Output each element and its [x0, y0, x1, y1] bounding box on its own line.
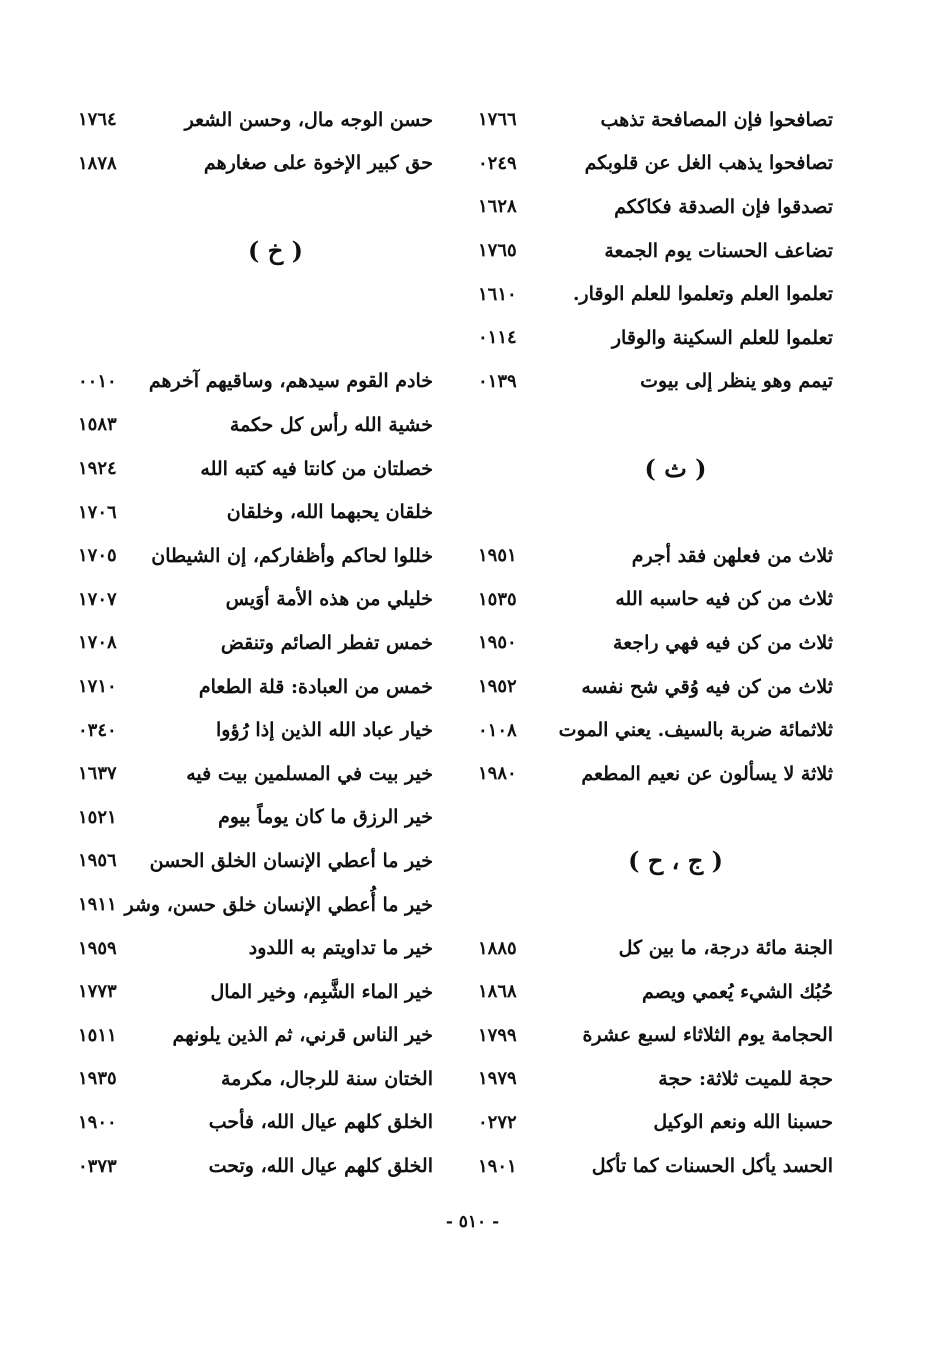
entry-text: خليلي من هذه الأمة أوَيس	[225, 588, 433, 611]
entry-number: ١٩٠١	[478, 1155, 517, 1177]
index-column-left	[78, 98, 433, 1188]
entries-group-jim-ha	[478, 926, 833, 1188]
entry-text: خير ما تداويتم به اللدود	[248, 937, 433, 960]
entry-number: ١٧٦٥	[478, 240, 517, 262]
index-entry	[78, 883, 433, 927]
entry-number: ١٩٥١	[478, 545, 517, 567]
entry-text: الخلق كلهم عيال الله، فأحب	[208, 1111, 433, 1134]
entry-number: ١٨٨٥	[478, 937, 517, 959]
index-entry	[478, 316, 833, 360]
index-entry	[78, 1013, 433, 1057]
entries-group-ha	[78, 98, 433, 185]
entry-number: ١٧٧٣	[78, 981, 117, 1003]
entry-text: خادم القوم سيدهم، وساقيهم آخرهم	[148, 370, 433, 393]
index-entry	[478, 970, 833, 1014]
index-entry	[78, 534, 433, 578]
index-entry	[478, 578, 833, 622]
entry-text: حسن الوجه مال، وحسن الشعر	[184, 108, 433, 131]
entry-number: ٠١١٤	[478, 327, 517, 349]
entries-group-kha	[78, 360, 433, 1188]
index-entry	[478, 621, 833, 665]
index-entry	[478, 360, 833, 404]
entry-number: ٠١٣٩	[478, 370, 517, 392]
index-entry	[78, 839, 433, 883]
entry-text: خير الرزق ما كان يوماً بيوم	[218, 806, 433, 829]
entry-number: ٠٣٧٣	[78, 1155, 117, 1177]
index-entry	[78, 142, 433, 186]
entry-number: ١٩٢٤	[78, 458, 117, 480]
entry-text: خير بيت في المسلمين بيت فيه	[186, 762, 433, 785]
entry-text: حق كبير الإخوة على صغارهم	[203, 152, 433, 175]
entry-text: الخلق كلهم عيال الله، وتحت	[208, 1155, 433, 1178]
entry-text: تعلموا للعلم السكينة والوقار	[611, 326, 833, 349]
entry-text: حُبُك الشيء يُعمي ويصم	[642, 980, 833, 1003]
page-number: - ٥١٠ -	[445, 1212, 500, 1232]
entry-text: ثلاثة لا يسألون عن نعيم المطعم	[581, 762, 833, 785]
entry-text: خير الماء الشَّبِم، وخير المال	[210, 980, 433, 1003]
entry-number: ١٩٥٢	[478, 676, 517, 698]
index-entry	[478, 229, 833, 273]
entry-text: حسبنا الله ونعم الوكيل	[653, 1111, 833, 1134]
index-entry	[78, 708, 433, 752]
entries-group-ta	[478, 98, 833, 403]
index-entry	[478, 1144, 833, 1188]
entry-number: ٠١٠٨	[478, 719, 517, 741]
index-column-right	[478, 98, 833, 1188]
entry-text: تصافحوا فإن المصافحة تذهب	[600, 108, 833, 131]
index-entry	[78, 490, 433, 534]
entry-number: ١٩٠٠	[78, 1111, 117, 1133]
entry-text: ثلاث من كن فيه حاسبه الله	[615, 588, 833, 611]
entry-text: تيمم وهو ينظر إلى بيوت	[640, 370, 833, 393]
entries-group-tha	[478, 534, 833, 796]
entry-text: الجنة مائة درجة، ما بين كل	[618, 937, 833, 960]
entry-number: ١٥٣٥	[478, 588, 517, 610]
index-entry	[78, 1101, 433, 1145]
entry-text: تعلموا العلم وتعلموا للعلم الوقار.	[572, 283, 833, 306]
entry-number: ١٦١٠	[478, 283, 517, 305]
index-entry	[78, 447, 433, 491]
entry-number: ١٦٣٧	[78, 763, 117, 785]
entry-number: ١٨٦٨	[478, 981, 517, 1003]
entry-number: ١٦٢٨	[478, 196, 517, 218]
section-heading-jim-ha: ( ج ، ح )	[628, 846, 723, 876]
entry-number: ١٩٣٥	[78, 1068, 117, 1090]
entry-number: ١٧٠٦	[78, 501, 117, 523]
index-entry	[478, 708, 833, 752]
entry-number: ١٩٧٩	[478, 1068, 517, 1090]
entry-number: ١٨٧٨	[78, 152, 117, 174]
entry-number: ١٧٦٦	[478, 109, 517, 131]
entry-text: حجة للميت ثلاثة: حجة	[658, 1067, 833, 1090]
entry-text: الحجامة يوم الثلاثاء لسبع عشرة	[582, 1024, 833, 1047]
index-entry	[78, 1144, 433, 1188]
index-entry	[478, 1057, 833, 1101]
entry-number: ١٧٠٧	[78, 588, 117, 610]
index-entry	[78, 360, 433, 404]
entry-text: خير الناس قرني، ثم الذين يلونهم	[172, 1024, 433, 1047]
index-entry	[78, 970, 433, 1014]
entry-number: ١٧١٠	[78, 676, 117, 698]
entry-number: ١٥٨٣	[78, 414, 117, 436]
entry-number: ١٩١١	[78, 894, 117, 915]
index-entry	[78, 665, 433, 709]
entry-text: خصلتان من كانتا فيه كتبه الله	[200, 457, 433, 480]
entry-number: ٠٢٧٢	[478, 1111, 517, 1133]
index-entry	[478, 1101, 833, 1145]
entry-text: خمس من العبادة: قلة الطعام	[198, 675, 433, 698]
index-entry	[478, 926, 833, 970]
entry-text: ثلاثمائة ضربة بالسيف. يعني الموت	[558, 719, 833, 742]
entry-text: تضاعف الحسنات يوم الجمعة	[604, 239, 833, 262]
index-entry	[78, 403, 433, 447]
index-entry	[78, 98, 433, 142]
section-heading-kha: ( خ )	[248, 236, 303, 266]
entry-text: خللوا لحاكم وأظفاركم، إن الشيطان	[151, 544, 433, 567]
entry-number: ١٩٥٠	[478, 632, 517, 654]
entry-text: ثلاث من فعلهن فقد أجرم	[631, 544, 833, 567]
entry-text: خشية الله رأس كل حكمة	[229, 413, 433, 436]
entry-number: ٠٢٤٩	[478, 152, 517, 174]
index-entry	[78, 621, 433, 665]
entry-text: خير ما أعطي الإنسان الخلق الحسن	[149, 849, 433, 872]
index-entry	[78, 752, 433, 796]
entry-text: الحسد يأكل الحسنات كما تأكل	[591, 1155, 833, 1178]
index-entry	[78, 796, 433, 840]
entry-text: الختان سنة للرجال، مكرمة	[220, 1067, 433, 1090]
entry-text: خيار عباد الله الذين إذا رُؤوا	[216, 719, 433, 742]
entry-number: ١٧٩٩	[478, 1024, 517, 1046]
section-heading-tha: ( ث )	[644, 454, 707, 484]
entry-text: تصافحوا يذهب الغل عن قلوبكم	[584, 152, 833, 175]
entry-number: ٠٠١٠	[78, 370, 117, 392]
entry-text: تصدقوا فإن الصدقة فكاككم	[614, 195, 833, 218]
index-entry	[478, 98, 833, 142]
index-entry	[478, 185, 833, 229]
index-entry	[478, 665, 833, 709]
entry-text: ثلاث من كن فيه فهي راجعة	[613, 631, 833, 654]
section-spacer	[78, 316, 433, 360]
entry-number: ١٧٠٨	[78, 632, 117, 654]
index-entry	[478, 272, 833, 316]
index-entry	[78, 926, 433, 970]
index-entry	[78, 578, 433, 622]
entry-number: ١٧٠٥	[78, 545, 117, 567]
index-entry	[478, 752, 833, 796]
index-entry	[478, 1014, 833, 1058]
index-entry	[478, 534, 833, 578]
entry-text: خمس تفطر الصائم وتنقض	[220, 631, 433, 654]
index-entry	[478, 142, 833, 186]
entry-number: ١٥٢١	[78, 806, 117, 828]
entry-number: ٠٣٤٠	[78, 719, 117, 741]
index-entry	[78, 1057, 433, 1101]
entry-number: ١٩٥٦	[78, 850, 117, 872]
entry-text: خلقان يحبهما الله، وخلقان	[226, 501, 433, 524]
entry-text: خير ما أُعطي الإنسان خلق حسن، وشر	[124, 893, 433, 916]
entry-text: ثلاث من كن فيه وُقي شح نفسه	[581, 675, 833, 698]
entry-number: ١٧٦٤	[78, 109, 117, 131]
entry-number: ١٩٥٩	[78, 937, 117, 959]
entry-number: ١٩٨٠	[478, 763, 517, 785]
entry-number: ١٥١١	[78, 1024, 117, 1046]
